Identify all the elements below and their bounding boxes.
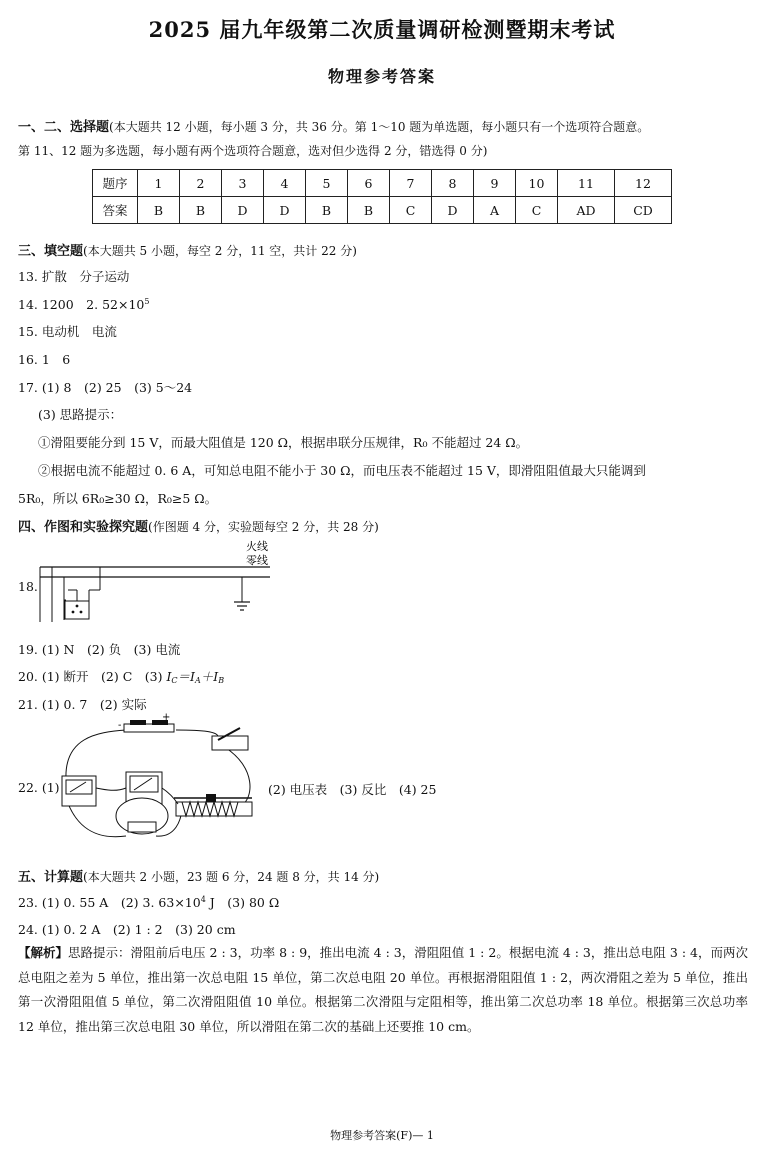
table-cell-answer: D: [432, 197, 474, 224]
table-row-answers: [93, 197, 672, 224]
section1-note-line1: (本大题共 12 小题，每小题 3 分，共 36 分。第 1～10 题为单选题，每小题只有一个选项符合题意。: [109, 120, 650, 134]
q17-hint-point1: ①滑阻要能分到 15 V，而最大阻值是 120 Ω，根据串联分压规律，R₀ 不能超过 24 Ω。: [38, 435, 529, 450]
table-cell-number: 11: [558, 170, 615, 197]
q23-answer: [18, 893, 279, 911]
table-cell-number: 8: [432, 170, 474, 197]
q17-hint-point2a: ②根据电流不能超过 0. 6 A，可知总电阻不能小于 30 Ω，而电压表不能超过 15 V，即滑阻阻值最大只能调到: [38, 463, 646, 478]
battery-minus-sign: -: [118, 720, 122, 731]
section3-note: (本大题共 5 小题，每空 2 分，11 空，共计 22 分): [83, 244, 357, 258]
table-cell-answer: A: [474, 197, 516, 224]
q21-answer: 21. (1) 0. 7 (2) 实际: [18, 697, 147, 712]
section1-note-line2: 第 11、12 题为多选题，每小题有两个选项符合题意，选对但少选得 2 分，错选得 0 分): [18, 144, 488, 158]
section1-heading: 一、二、选择题: [18, 120, 110, 135]
section3-line: [18, 240, 357, 259]
analysis-text: 思路提示：滑阻前后电压 2 : 3，功率 8 : 9，推出电流 4 : 3，滑阻阻值 1 : 2。根据电流 4 : 3，推出总电阻 3 : 4，而两次总电阻之差为 5 单位，推出第一次总电阻 15 单位，第二次总电阻 20 单位。再根据滑阻阻值 1 : 2，两次滑阻之差为 5 单位，推出第一次滑阻阻值 5 单位，第二次滑阻阻值 10 单位。根据第二次滑阻与定阻相等，推出第二次总功率 18 单位。根据第三次总功率 12 单位，推出第三次总电阻 30 单位，所以滑阻在第二次的基础上还要推 10 cm。: [18, 945, 748, 1034]
q20-text: 20. (1) 断开 (2) C (3): [18, 669, 167, 684]
household-circuit-diagram: [38, 540, 288, 622]
table-row-numbers: [93, 170, 672, 197]
analysis-label: 【解析】: [18, 945, 69, 960]
table-cell-number: 3: [222, 170, 264, 197]
table-cell-number: 5: [306, 170, 348, 197]
q16-answer: 16. 1 6: [18, 352, 71, 367]
q20-formula: $I_C=I_A+I_B$: [166, 669, 225, 685]
section5-heading: 五、计算题: [18, 870, 84, 885]
section5-line: [18, 866, 379, 885]
q17-hint-label: (3) 思路提示：: [38, 407, 123, 422]
table-cell-answer: D: [222, 197, 264, 224]
section5-note: (本大题共 2 小题，23 题 6 分，24 题 8 分，共 14 分): [83, 870, 380, 884]
q20-answer: [18, 667, 224, 685]
page-title: 2025 届九年级第二次质量调研检测暨期末考试: [148, 17, 616, 42]
page-footer: 物理参考答案(F)— 1: [330, 1129, 434, 1142]
q19-answer: 19. (1) N (2) 负 (3) 电流: [18, 642, 181, 657]
section4-line: [18, 516, 379, 535]
table-cell-answer: B: [306, 197, 348, 224]
table-cell-number: 9: [474, 170, 516, 197]
q23-exponent: 4: [200, 895, 206, 904]
table-cell-number: 7: [390, 170, 432, 197]
section3-heading: 三、填空题: [18, 244, 84, 259]
q23-suffix: J (3) 80 Ω: [205, 895, 280, 910]
table-cell-answer: B: [348, 197, 390, 224]
q14-text: 14. 1200 2. 52×10: [18, 297, 145, 312]
table-cell-answer: C: [390, 197, 432, 224]
q18-label: 18.: [18, 579, 38, 594]
q23-text: 23. (1) 0. 55 A (2) 3. 63×10: [18, 895, 201, 910]
q17-hint-point2b: 5R₀，所以 6R₀≥30 Ω，R₀≥5 Ω。: [18, 491, 218, 506]
table-cell-answer: CD: [615, 197, 672, 224]
table-cell-answer: AD: [558, 197, 615, 224]
answer-table: [92, 169, 672, 224]
table-cell-answer: C: [516, 197, 558, 224]
q14-answer: [18, 295, 149, 313]
table-cell-number: 10: [516, 170, 558, 197]
q22-label: 22. (1): [18, 780, 60, 795]
neutral-wire-label: 零线: [246, 554, 268, 567]
table-cell-number: 4: [264, 170, 306, 197]
table-cell-number: 2: [180, 170, 222, 197]
table-answer-label: 答案: [93, 197, 138, 224]
table-cell-answer: B: [138, 197, 180, 224]
q22-remaining-answers: (2) 电压表 (3) 反比 (4) 25: [268, 782, 437, 797]
table-cell-answer: D: [264, 197, 306, 224]
q24-answer: 24. (1) 0. 2 A (2) 1 : 2 (3) 20 cm: [18, 922, 236, 937]
page-subtitle: 物理参考答案: [327, 67, 436, 86]
table-cell-number: 12: [615, 170, 672, 197]
table-header-label: 题序: [93, 170, 138, 197]
section4-note: (作图题 4 分，实验题每空 2 分，共 28 分): [148, 520, 379, 534]
q14-exponent: 5: [144, 297, 150, 306]
experiment-circuit-sketch: [56, 712, 262, 846]
battery-plus-sign: +: [162, 712, 171, 723]
table-cell-number: 1: [138, 170, 180, 197]
q15-answer: 15. 电动机 电流: [18, 324, 117, 339]
q13-answer: 13. 扩散 分子运动: [18, 269, 130, 284]
table-cell-number: 6: [348, 170, 390, 197]
section4-heading: 四、作图和实验探究题: [18, 520, 149, 535]
q17-answer: 17. (1) 8 (2) 25 (3) 5～24: [18, 380, 193, 395]
fire-wire-label: 火线: [246, 540, 268, 553]
section1-line1: [18, 116, 649, 135]
q24-analysis: [18, 941, 748, 1039]
table-cell-answer: B: [180, 197, 222, 224]
